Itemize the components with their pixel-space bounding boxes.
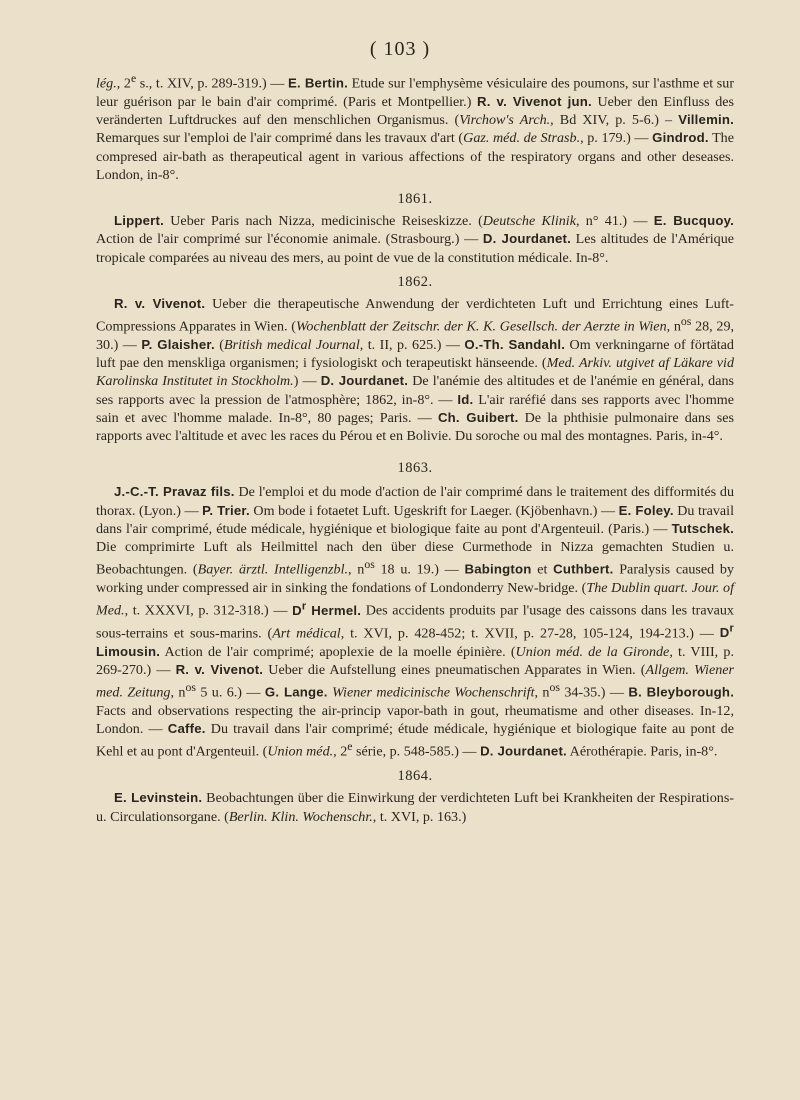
year-heading: 1863. <box>397 460 433 477</box>
bibliography-paragraph: R. v. Vivenot. Ueber die therapeutische Anwendung der verdichteten Luft und Errichtung eines Luft-Compressions Apparates in Wien. (Wochenblatt der Zeitschr. der K. K. Gesellsch. der Aerzte in Wien, $n^{os}$ 28, 29, 30.) — P. Glaisher. (British medical Journal, t. II, p. 625.) — O.-Th. Sandahl. Om verkningarne of förtätad luft pae den menskliga organismen; i fysiologiskt och terapeutiskt hänseende. (Med. Arkiv. utgivet af Läkare vid Karolinska Institutet in Stockholm.) — D. Jourdanet. De l'anémie des altitudes et de l'anémie en général, dans ses rapports avec la pression de l'atmosphère; 1862, in-8°. — Id. L'air raréfié dans ses rapports avec l'homme sain et avec l'homme malade. In-8°, 80 pages; Paris. — Ch. Guibert. De la phthisie pulmonaire dans ses rapports avec l'altitude et avec les races du Pérou et en Bolivie. Du soroche ou mal des montagnes. Paris, in-4°. <box>96 295 735 445</box>
year-heading: 1864. <box>397 768 433 785</box>
page-number: ( 103 ) <box>369 38 431 60</box>
bibliography-paragraph: E. Levinstein. Beobachtungen über die Einwirkung der verdichteten Luft bei Krankheiten der Respirations-u. Circulationsorgane. (Berlin. Klin. Wochenschr., t. XVI, p. 163.) <box>96 790 734 825</box>
bibliography-paragraph: Lippert. Ueber Paris nach Nizza, medicinische Reiseskizze. (Deutsche Klinik, n° 41.) — E. Bucquoy. Action de l'air comprimé sur l'économie animale. (Strasbourg.) — D. Jourdanet. Les altitudes de l'Amérique tropicale comparées au niveau des mers, au point de vue de la constitution médicale. In-8°. <box>96 213 734 266</box>
bibliography-body <box>96 70 734 832</box>
year-heading: 1861. <box>397 190 433 207</box>
bibliography-paragraph: J.-C.-T. Pravaz fils. De l'emploi et du mode d'action de l'air comprimé dans le traitement des difformités du thorax. (Lyon.) — P. Trier. Om bode i fotaetet Luft. Ugeskrift for Laeger. (Kjöbenhavn.) — E. Foley. Du travail dans l'air comprimé, étude médicale, hygiénique et biologique faite au pont d'Argenteuil. (Paris.) — Tutschek. Die comprimirte Luft als Heilmittel nach den über diese Curmethode in Nizza gemachten Studien u. Beobachtungen. (Bayer. ärztl. Intelligenzbl., $n^{os}$ 18 u. 19.) — Babington et Cuthbert. Paralysis caused by working under compressed air in sinking the fondations of Londonderry New-bridge. (The Dublin quart. Jour. of Med., t. XXXVI, p. 312-318.) — $D^r$ Hermel. Des accidents produits par l'usage des caissons dans les travaux sous-terrains et sous-marins. (Art médical, t. XVI, p. 428-452; t. XVII, p. 27-28, 105-124, 194-213.) — $D^r$ Limousin. Action de l'air comprimé; apoplexie de la moelle épinière. (Union méd. de la Gironde, t. VIII, p. 269-270.) — R. v. Vivenot. Ueber die Aufstellung eines pneumatischen Apparates in Wien. (Allgem. Wiener med. Zeitung, $n^{os}$ 5 u. 6.) — G. Lange. Wiener medicinische Wochenschrift, $n^{os}$ 34-35.) — B. Bleyborough. Facts and observations respecting the air-princip vapor-bath in gout, rheumatisme and other diseases. In-12, London. — Caffe. Du travail dans l'air comprimé; étude médicale, hygiénique et biologique faite au pont de Kehl et au pont d'Argenteuil. (Union méd., 2e série, p. 548-585.) — D. Jourdanet. Aérothérapie. Paris, in-8°. <box>96 484 735 760</box>
year-heading: 1862. <box>397 273 433 290</box>
bibliography-paragraph: lég., 2e s., t. XIV, p. 289-319.) — E. Bertin. Etude sur l'emphysème vésiculaire des poumons, sur l'asthme et sur leur guérison par le bain d'air comprimé. (Paris et Montpellier.) R. v. Vivenot jun. Ueber den Einfluss des veränderten Luftdruckes auf den menschlichen Organismus. (Virchow's Arch., Bd XIV, p. 5-6.) – Villemin. Remarques sur l'emploi de l'air comprimé dans les travaux d'art (Gaz. méd. de Strasb., p. 179.) — Gindrod. The compresed air-bath as therapeutical agent in various affections of the respiratory organs and other deseases. London, in-8°. <box>96 72 735 183</box>
